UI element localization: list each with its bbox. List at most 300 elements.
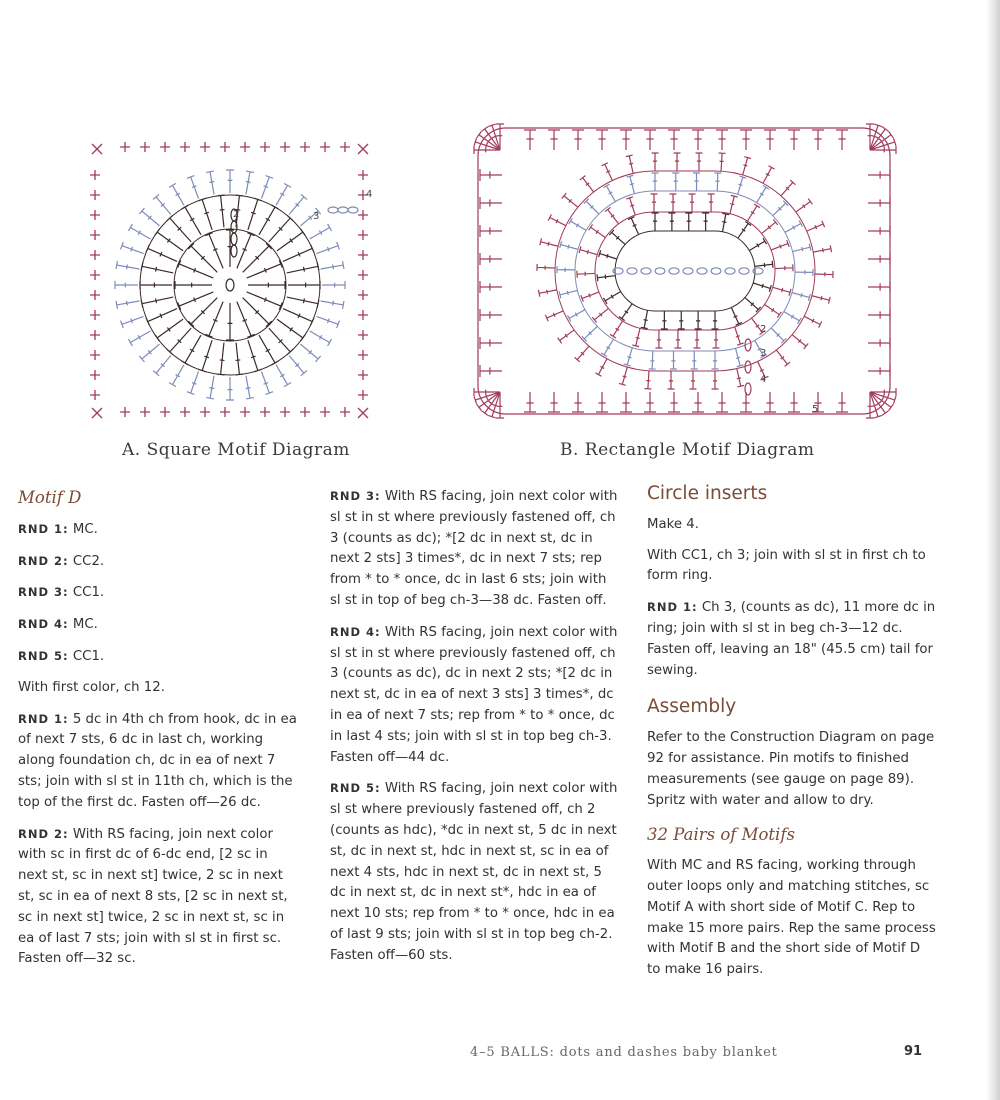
sc-stitch-symbol (90, 290, 100, 300)
dc-stitch-symbol (610, 321, 623, 338)
sc-stitch-symbol (90, 390, 100, 400)
dc-stitch-symbol (691, 351, 698, 369)
dc-stitch-symbol (155, 319, 183, 341)
dc-stitch-symbol (626, 197, 635, 215)
dc-stitch-symbol (480, 309, 502, 321)
dc-stitch-symbol (603, 292, 620, 304)
dc-stitch-symbol (649, 351, 656, 369)
dc-stitch-symbol (632, 328, 640, 346)
chain-stitch-symbol (725, 268, 735, 274)
middle-rnd5: RND 5: With RS facing, join next color with sl st where previously fastened off, ch 2 (counts as hdc), *dc in next st, 5 dc in next st, dc in next st, hdc in next st, sc in ea of next 4 sts, hdc in next st, dc in next st, 5 dc in next st, dc in next st*, hdc in ea of next 10 sts; rep from * to * once, hdc in ea of last 9 sts; join with sl st in top beg ch-2. Fasten off—60 sts. (330, 781, 618, 963)
sc-stitch-symbol (90, 350, 100, 360)
dc-stitch-symbol (738, 221, 751, 238)
dc-stitch-symbol (182, 205, 201, 235)
dc-stitch-symbol (289, 194, 307, 214)
dc-stitch-symbol (246, 376, 254, 399)
dc-stitch-symbol (773, 287, 791, 295)
dc-stitch-symbol (169, 183, 184, 205)
dc-stitch-symbol (596, 392, 608, 412)
dc-stitch-symbol (283, 309, 314, 326)
sc-stitch-symbol (120, 142, 130, 152)
corner-stitch-symbol (358, 144, 368, 154)
dc-stitch-symbol (792, 335, 808, 349)
sc-stitch-symbol (90, 310, 100, 320)
dc-stitch-symbol (652, 153, 659, 171)
dc-stitch-symbol (672, 173, 679, 191)
dc-stitch-symbol (792, 293, 810, 301)
assembly-heading: Assembly (647, 696, 737, 718)
sc-stitch-symbol (90, 370, 100, 380)
dc-stitch-symbol (248, 340, 262, 372)
sc-stitch-symbol (358, 270, 368, 280)
sc-stitch-symbol (90, 250, 100, 260)
dc-stitch-symbol (812, 130, 824, 150)
dc-stitch-symbol (836, 392, 848, 412)
dc-stitch-symbol (713, 330, 720, 348)
dc-stitch-symbol (187, 371, 199, 394)
dc-stitch-symbol (668, 213, 675, 231)
sc-stitch-symbol (280, 407, 290, 417)
chain-stitch-symbol (655, 268, 665, 274)
motif-d-rnd2: RND 2: With RS facing, join next color with sc in first dc of 6-dc end, [2 sc in next st, sc in next st] twice, 2 sc in next st, sc in ea of next 8 sts, [2 sc in next st, sc in next st] twice, 2 sc in next st, sc in ea of last 7 sts; join with sl st in first sc. Fasten off—32 sc. (18, 826, 288, 967)
dc-stitch-symbol (153, 194, 171, 214)
dc-stitch-symbol (784, 312, 801, 324)
chain-stitch-symbol (328, 207, 338, 213)
dc-stitch-symbol (644, 392, 656, 412)
dc-stitch-symbol (592, 308, 608, 322)
dc-stitch-symbol (747, 204, 760, 221)
dc-stitch-symbol (624, 348, 632, 366)
dc-stitch-symbol (712, 351, 719, 369)
dc-stitch-symbol (719, 153, 726, 171)
assembly-column (647, 484, 937, 991)
dc-stitch-symbol (753, 283, 771, 292)
dc-stitch-symbol (289, 355, 307, 375)
chain-stitch-symbol (338, 207, 348, 213)
dc-stitch-symbol (793, 244, 811, 252)
dc-stitch-symbol (577, 271, 595, 278)
chain-stitch-symbol (683, 268, 693, 274)
motif-d-rnd1: RND 1: 5 dc in 4th ch from hook, dc in ea of next 7 sts, 6 dc in last ch, working along foundation ch, dc in ea of next 7 sts; join with sl st in 11th ch, which is the top of the first dc. Fasten off—26 dc. (18, 711, 297, 810)
dc-stitch-symbol (813, 245, 831, 252)
dc-stitch-symbol (678, 311, 685, 329)
sc-stitch-symbol (358, 210, 368, 220)
dc-stitch-symbol (217, 343, 225, 375)
dc-stitch-symbol (628, 217, 639, 235)
chain-stitch-symbol (641, 268, 651, 274)
dc-stitch-symbol (868, 225, 890, 237)
motif-d-heading: Motif D (18, 488, 82, 507)
corner-stitch-symbol (92, 144, 102, 154)
dc-stitch-symbol (670, 351, 677, 369)
dc-stitch-symbol (668, 130, 680, 150)
dc-stitch-symbol (575, 346, 590, 362)
dc-stitch-symbol (116, 301, 139, 309)
sc-stitch-symbol (90, 230, 100, 240)
sc-stitch-symbol (358, 170, 368, 180)
dc-stitch-symbol (641, 310, 648, 328)
dc-stitch-symbol (868, 253, 890, 265)
rectangle-motif-diagram (470, 120, 900, 425)
chain-stitch-symbol (231, 233, 237, 245)
dc-stitch-symbol (276, 365, 291, 387)
dc-stitch-symbol (603, 184, 615, 201)
dc-stitch-symbol (757, 185, 769, 202)
dc-stitch-symbol (693, 330, 700, 348)
sc-stitch-symbol (280, 142, 290, 152)
dc-stitch-symbol (310, 224, 332, 239)
sc-stitch-symbol (340, 407, 350, 417)
dc-stitch-symbol (243, 298, 272, 327)
dc-stitch-symbol (696, 153, 703, 171)
dc-stitch-symbol (745, 298, 761, 313)
dc-stitch-symbol (277, 319, 305, 341)
sc-stitch-symbol (220, 407, 230, 417)
dc-stitch-symbol (261, 176, 273, 199)
dc-stitch-symbol (480, 197, 502, 209)
dc-stitch-symbol (153, 355, 171, 375)
sc-stitch-symbol (90, 210, 100, 220)
dc-stitch-symbol (139, 208, 159, 226)
dc-stitch-symbol (116, 261, 139, 269)
dc-stitch-symbol (248, 198, 262, 230)
dc-stitch-symbol (246, 171, 254, 194)
chain-stitch-symbol (739, 268, 749, 274)
dc-stitch-symbol (740, 130, 752, 150)
dc-stitch-symbol (283, 245, 314, 262)
dc-stitch-symbol (581, 292, 599, 302)
dc-stitch-symbol (582, 326, 597, 341)
dc-stitch-symbol (812, 296, 830, 304)
dc-stitch-symbol (146, 245, 177, 262)
dc-stitch-symbol (689, 194, 696, 212)
dc-stitch-symbol (738, 176, 746, 194)
dc-stitch-symbol (601, 339, 613, 356)
dc-stitch-symbol (226, 303, 234, 340)
dc-stitch-symbol (692, 130, 704, 150)
sc-stitch-symbol (358, 330, 368, 340)
dc-stitch-symbol (737, 369, 744, 387)
dc-stitch-symbol (655, 330, 662, 348)
pairs-text: With MC and RS facing, working through outer loops only and matching stitches, sc Motif A with short side of Motif C. Rep to make 15 more pairs. Rep the same process with Motif B and the short side of Motif D to make 16 pairs. (647, 858, 936, 978)
dc-stitch-symbol (121, 316, 144, 328)
dc-stitch-symbol (524, 130, 536, 150)
dc-stitch-symbol (695, 311, 702, 329)
dc-stitch-symbol (322, 281, 345, 289)
dc-stitch-symbol (548, 214, 566, 225)
dc-stitch-symbol (714, 173, 721, 191)
dc-stitch-symbol (668, 392, 680, 412)
sc-stitch-symbol (160, 407, 170, 417)
dc-stitch-symbol (139, 344, 159, 362)
sc-stitch-symbol (320, 407, 330, 417)
dc-stitch-symbol (480, 337, 502, 349)
corner-stitch-symbol (358, 408, 368, 418)
dc-stitch-symbol (620, 130, 632, 150)
dc-stitch-symbol (167, 215, 191, 241)
sc-stitch-symbol (358, 230, 368, 240)
sc-stitch-symbol (358, 250, 368, 260)
round-number-label: 4 (366, 189, 373, 200)
sc-stitch-symbol (240, 407, 250, 417)
dc-stitch-symbol (584, 199, 599, 214)
dc-stitch-symbol (807, 221, 825, 231)
circle-ring: With CC1, ch 3; join with sl st in first ch to form ring. (647, 547, 926, 584)
dc-stitch-symbol (735, 327, 744, 345)
square-diagram-caption: A. Square Motif Diagram (122, 440, 350, 460)
dc-stitch-symbol (235, 343, 243, 375)
chain-stitch-symbol (697, 268, 707, 274)
dc-stitch-symbol (141, 262, 173, 273)
dc-stitch-symbol (175, 281, 212, 289)
dc-stitch-symbol (868, 197, 890, 209)
motif-d-rnd4-color: RND 4: MC. (18, 617, 98, 633)
corner-stitch-symbol (92, 408, 102, 418)
dc-stitch-symbol (121, 242, 144, 254)
dc-stitch-symbol (743, 157, 751, 175)
dc-stitch-symbol (762, 219, 778, 233)
dc-stitch-symbol (764, 130, 776, 150)
dc-stitch-symbol (652, 213, 659, 231)
dc-stitch-symbol (619, 367, 627, 385)
sc-stitch-symbol (90, 170, 100, 180)
dc-stitch-symbol (788, 392, 800, 412)
dc-stitch-symbol (538, 290, 556, 297)
motif-d-rnd1-color: RND 1: MC. (18, 521, 98, 537)
dc-stitch-symbol (243, 243, 272, 272)
dc-stitch-symbol (562, 193, 578, 207)
chain-stitch-symbol (745, 383, 751, 395)
sc-stitch-symbol (200, 407, 210, 417)
dc-stitch-symbol (559, 290, 577, 298)
dc-stitch-symbol (595, 359, 607, 376)
dc-stitch-symbol (815, 271, 833, 278)
dc-stitch-symbol (579, 246, 597, 254)
dc-stitch-symbol (773, 201, 788, 216)
dc-stitch-symbol (140, 281, 172, 289)
dc-stitch-symbol (771, 240, 789, 250)
sc-stitch-symbol (260, 407, 270, 417)
assembly-text: Refer to the Construction Diagram on page 92 for assistance. Pin motifs to finished measurements (see gauge on page 89). Spritz with water and allow to dry. (647, 730, 935, 808)
sc-stitch-symbol (90, 330, 100, 340)
dc-stitch-symbol (685, 213, 692, 231)
pairs-heading: 32 Pairs of Motifs (647, 825, 795, 845)
dc-stitch-symbol (321, 261, 344, 269)
round-number-label: 3 (313, 211, 320, 222)
dc-stitch-symbol (764, 392, 776, 412)
sc-stitch-symbol (140, 142, 150, 152)
round-number-label: 2 (760, 324, 767, 335)
dc-stitch-symbol (712, 311, 719, 329)
dc-stitch-symbol (788, 130, 800, 150)
sc-stitch-symbol (260, 142, 270, 152)
dc-stitch-symbol (259, 335, 278, 365)
sc-stitch-symbol (180, 142, 190, 152)
rounds-column (330, 486, 618, 977)
sc-stitch-symbol (358, 370, 368, 380)
dc-stitch-symbol (141, 297, 173, 308)
dc-stitch-symbol (548, 130, 560, 150)
dc-stitch-symbol (248, 281, 285, 289)
dc-stitch-symbol (188, 243, 217, 272)
dc-stitch-symbol (115, 281, 138, 289)
dc-stitch-symbol (569, 218, 586, 230)
round-number-label: 4 (760, 374, 767, 385)
sc-stitch-symbol (220, 142, 230, 152)
dc-stitch-symbol (670, 194, 677, 212)
dc-stitch-symbol (589, 224, 606, 237)
dc-stitch-symbol (740, 392, 752, 412)
dc-stitch-symbol (702, 213, 709, 231)
rectangle-diagram-caption: B. Rectangle Motif Diagram (560, 440, 815, 460)
motif-d-start: With first color, ch 12. (18, 679, 165, 695)
dc-stitch-symbol (480, 225, 502, 237)
dc-stitch-symbol (187, 176, 199, 199)
dc-stitch-symbol (557, 266, 575, 273)
dc-stitch-symbol (868, 169, 890, 181)
dc-stitch-symbol (755, 261, 773, 268)
dc-stitch-symbol (524, 392, 536, 412)
dc-stitch-symbol (316, 316, 339, 328)
dc-stitch-symbol (868, 337, 890, 349)
dc-stitch-symbol (730, 195, 738, 213)
dc-stitch-symbol (480, 365, 502, 377)
page-number: 91 (904, 1044, 923, 1059)
dc-stitch-symbol (836, 130, 848, 150)
sc-stitch-symbol (140, 407, 150, 417)
round-number-label: 3 (760, 348, 767, 359)
dc-stitch-symbol (310, 331, 332, 346)
chain-stitch-symbol (231, 245, 237, 257)
dc-stitch-symbol (693, 173, 700, 191)
motif-d-rnd2-color: RND 2: CC2. (18, 553, 105, 569)
dc-stitch-symbol (661, 311, 668, 329)
dc-stitch-symbol (609, 230, 625, 245)
dc-stitch-symbol (155, 229, 183, 251)
dc-stitch-symbol (795, 269, 813, 276)
middle-rnd3: RND 3: With RS facing, join next color with sl st in st where previously fastened off, ch 3 (counts as dc); *[2 dc in next st, dc in next 2 sts] 3 times*, dc in next 7 sts; rep from * to * once, dc in last 6 sts; join with sl st in top of beg ch-3—38 dc. Fasten off. (330, 489, 618, 608)
dc-stitch-symbol (619, 304, 632, 321)
sc-stitch-symbol (300, 407, 310, 417)
dc-stitch-symbol (217, 195, 225, 227)
dc-stitch-symbol (198, 198, 212, 230)
chain-stitch-symbol (348, 207, 358, 213)
dc-stitch-symbol (674, 153, 681, 171)
dc-stitch-symbol (599, 250, 617, 259)
dc-stitch-symbol (776, 350, 790, 366)
chain-stitch-symbol (711, 268, 721, 274)
dc-stitch-symbol (198, 340, 212, 372)
sc-stitch-symbol (200, 142, 210, 152)
dc-stitch-symbol (736, 348, 744, 366)
dc-stitch-symbol (785, 221, 802, 233)
dc-stitch-symbol (868, 309, 890, 321)
dc-stitch-symbol (763, 166, 775, 183)
motif-d-rnd3-color: RND 3: CC1. (18, 585, 105, 601)
sc-stitch-symbol (320, 142, 330, 152)
dc-stitch-symbol (269, 215, 293, 241)
dc-stitch-symbol (580, 176, 594, 192)
circle-rnd1: RND 1: Ch 3, (counts as dc), 11 more dc in ring; join with sl st in beg ch-3—12 dc. Fasten off, leaving an 18" (45.5 cm) tail for sewing. (647, 600, 936, 678)
round-outline (595, 212, 775, 330)
motif-d-column (18, 488, 298, 980)
sc-stitch-symbol (90, 270, 100, 280)
dc-stitch-symbol (167, 328, 191, 354)
dc-stitch-symbol (226, 377, 234, 400)
dc-stitch-symbol (708, 194, 715, 212)
dc-stitch-symbol (712, 371, 719, 389)
dc-stitch-symbol (692, 392, 704, 412)
dc-stitch-symbol (771, 328, 786, 343)
dc-stitch-symbol (596, 130, 608, 150)
dc-stitch-symbol (731, 307, 742, 325)
dc-stitch-symbol (796, 199, 813, 212)
dc-stitch-symbol (644, 130, 656, 150)
sc-stitch-symbol (358, 310, 368, 320)
circle-make: Make 4. (647, 516, 699, 532)
dc-stitch-symbol (548, 392, 560, 412)
dc-stitch-symbol (626, 155, 633, 173)
dc-stitch-symbol (560, 241, 578, 249)
dc-stitch-symbol (287, 297, 319, 308)
dc-stitch-symbol (540, 238, 558, 246)
dc-stitch-symbol (269, 328, 293, 354)
dc-stitch-symbol (146, 309, 177, 326)
dc-stitch-symbol (651, 194, 658, 212)
dc-stitch-symbol (572, 130, 584, 150)
page-binding-shadow (986, 0, 1000, 1100)
dc-stitch-symbol (667, 371, 674, 389)
dc-stitch-symbol (226, 230, 234, 267)
dc-stitch-symbol (644, 371, 651, 389)
dc-stitch-symbol (868, 281, 890, 293)
dc-stitch-symbol (804, 316, 822, 327)
round-number-label: 5 (812, 404, 819, 415)
dc-stitch-symbol (689, 371, 696, 389)
dc-stitch-symbol (128, 331, 150, 346)
dc-stitch-symbol (602, 163, 613, 181)
dc-stitch-symbol (722, 213, 729, 231)
dc-stitch-symbol (765, 304, 782, 317)
dc-stitch-symbol (276, 183, 291, 205)
dc-stitch-symbol (605, 207, 619, 223)
chain-stitch-symbol (226, 279, 234, 291)
sc-stitch-symbol (120, 407, 130, 417)
dc-stitch-symbol (652, 173, 659, 191)
chain-stitch-symbol (745, 361, 751, 373)
dc-stitch-symbol (288, 281, 320, 289)
dc-stitch-symbol (206, 171, 214, 194)
sc-stitch-symbol (340, 142, 350, 152)
dc-stitch-symbol (775, 264, 793, 271)
dc-stitch-symbol (749, 238, 766, 250)
dc-stitch-symbol (480, 253, 502, 265)
dc-stitch-symbol (716, 130, 728, 150)
dc-stitch-symbol (206, 376, 214, 399)
dc-stitch-symbol (537, 264, 555, 271)
sc-stitch-symbol (358, 290, 368, 300)
sc-stitch-symbol (90, 190, 100, 200)
sc-stitch-symbol (358, 390, 368, 400)
dc-stitch-symbol (316, 242, 339, 254)
dc-stitch-symbol (321, 301, 344, 309)
round-number-label: 2 (233, 209, 240, 220)
dc-stitch-symbol (261, 371, 273, 394)
dc-stitch-symbol (287, 262, 319, 273)
dc-stitch-symbol (716, 392, 728, 412)
middle-rnd4: RND 4: With RS facing, join next color with sl st in st where previously fastened off, ch 3 (counts as dc), dc in next 2 sts; *[2 dc in next st, dc in ea of next 3 sts] 3 times*, dc in ea of next 7 sts; rep from * to * once, dc in last 4 sts; join with sl st in top beg ch-3. Fasten off—44 dc. (330, 624, 618, 765)
running-head: 4–5 BALLS: dots and dashes baby blanket (470, 1045, 778, 1060)
